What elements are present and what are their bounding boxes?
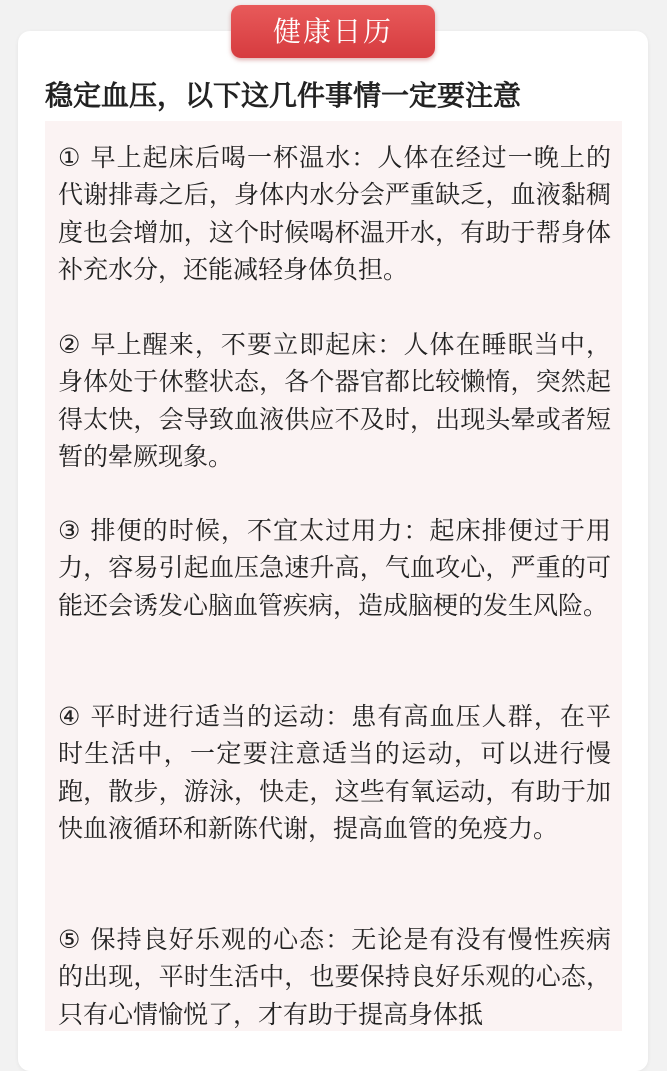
tip-item-3	[58, 512, 611, 624]
tip-item-5	[58, 921, 611, 1033]
header-badge: 健康日历	[231, 5, 435, 58]
tip-text-3: 排便的时候，不宜太过用力：起床排便过于用力，容易引起血压急速升高，气血攻心，严重的可能还会诱发心脑血管疾病，造成脑梗的发生风险。	[58, 516, 611, 620]
tips-panel	[45, 121, 622, 1031]
tip-item-1	[58, 139, 611, 288]
tip-text-4: 平时进行适当的运动：患有高血压人群，在平时生活中，一定要注意适当的运动，可以进行慢跑，散步，游泳，快走，这些有氧运动，有助于加快血液循环和新陈代谢，提高血管的免疫力。	[58, 702, 611, 843]
tip-number-3: ③	[58, 516, 82, 545]
tip-item-2	[58, 326, 611, 475]
tip-number-5: ⑤	[58, 925, 82, 954]
tip-number-1: ①	[58, 143, 82, 172]
tip-text-5: 保持良好乐观的心态：无论是有没有慢性疾病的出现，平时生活中，也要保持良好乐观的心态，只有心情愉悦了，才有助于提高身体抵	[58, 925, 611, 1029]
tip-item-4	[58, 698, 611, 847]
article-headline: 稳定血压，以下这几件事情一定要注意	[45, 79, 522, 112]
tip-number-2: ②	[58, 330, 82, 359]
tip-text-1: 早上起床后喝一杯温水：人体在经过一晚上的代谢排毒之后，身体内水分会严重缺乏，血液黏稠度也会增加，这个时候喝杯温开水，有助于帮身体补充水分，还能减轻身体负担。	[58, 143, 611, 284]
tip-text-2: 早上醒来，不要立即起床：人体在睡眠当中，身体处于休整状态，各个器官都比较懒惰，突然起得太快，会导致血液供应不及时，出现头晕或者短暂的晕厥现象。	[58, 330, 611, 471]
tip-number-4: ④	[58, 702, 82, 731]
